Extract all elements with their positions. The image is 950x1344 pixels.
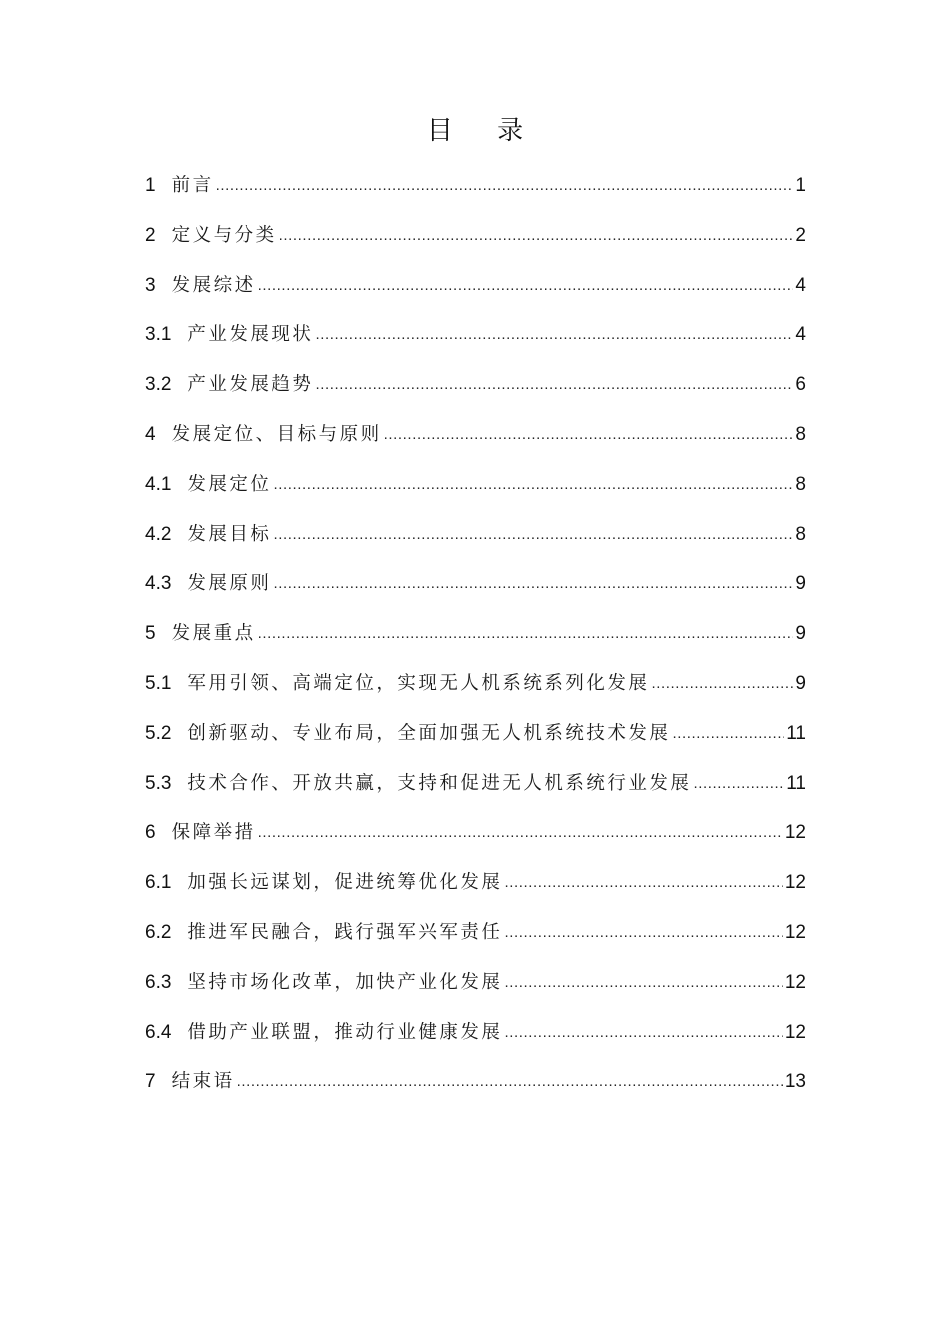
- dot-leader: [258, 807, 783, 859]
- toc-entry-number: 5.1: [145, 672, 172, 694]
- toc-entry-page: 12: [784, 872, 806, 894]
- toc-entry[interactable]: [145, 509, 806, 559]
- toc-entry-page: 8: [795, 423, 806, 445]
- table-of-contents: [145, 160, 806, 1106]
- toc-entry[interactable]: [145, 957, 806, 1007]
- toc-entry-number: 6.4: [145, 1021, 172, 1043]
- toc-entry[interactable]: [145, 857, 806, 907]
- toc-entry-number: 7: [145, 1071, 156, 1093]
- toc-entry[interactable]: [145, 309, 806, 359]
- dot-leader: [273, 459, 793, 511]
- toc-entry-title: 发展目标: [187, 523, 272, 545]
- toc-entry-page: 9: [795, 623, 806, 645]
- toc-entry-number: 4.1: [145, 473, 172, 495]
- dot-leader: [504, 857, 782, 909]
- toc-entry-number: 4.3: [145, 573, 172, 595]
- toc-entry-number: 6.3: [145, 971, 172, 993]
- dot-leader: [315, 359, 793, 411]
- toc-entry-number: 5.3: [145, 772, 172, 794]
- toc-entry-page: 8: [795, 523, 806, 545]
- toc-entry[interactable]: [145, 608, 806, 658]
- toc-entry-page: 12: [784, 971, 806, 993]
- toc-entry-title: 坚持市场化改革，加快产业化发展: [187, 971, 503, 993]
- toc-entry-number: 4: [145, 423, 156, 445]
- toc-entry-title: 创新驱动、专业布局，全面加强无人机系统技术发展: [187, 722, 671, 744]
- toc-entry-page: 9: [795, 573, 806, 595]
- toc-entry-title: 发展综述: [171, 274, 256, 296]
- dot-leader: [237, 1056, 783, 1108]
- toc-entry-page: 6: [795, 374, 806, 396]
- toc-entry-number: 3.1: [145, 324, 172, 346]
- toc-entry-title: 发展定位、目标与原则: [171, 423, 382, 445]
- toc-entry-page: 12: [784, 921, 806, 943]
- toc-entry[interactable]: [145, 260, 806, 310]
- toc-entry-title: 结束语: [171, 1071, 235, 1093]
- toc-entry[interactable]: [145, 907, 806, 957]
- toc-entry-page: 13: [784, 1071, 806, 1093]
- toc-entry-number: 3.2: [145, 374, 172, 396]
- toc-entry-number: 3: [145, 274, 156, 296]
- toc-entry-number: 6.2: [145, 921, 172, 943]
- dot-leader: [693, 758, 784, 810]
- toc-entry-title: 军用引领、高端定位，实现无人机系统系列化发展: [187, 672, 650, 694]
- toc-entry[interactable]: [145, 160, 806, 210]
- toc-entry[interactable]: [145, 210, 806, 260]
- toc-entry-number: 5.2: [145, 722, 172, 744]
- toc-entry[interactable]: [145, 409, 806, 459]
- dot-leader: [315, 309, 793, 361]
- toc-entry[interactable]: [145, 459, 806, 509]
- dot-leader: [504, 957, 782, 1009]
- toc-entry-number: 4.2: [145, 523, 172, 545]
- toc-entry-title: 发展重点: [171, 623, 256, 645]
- toc-entry-page: 11: [786, 722, 806, 744]
- toc-entry[interactable]: [145, 758, 806, 808]
- toc-entry-title: 技术合作、开放共赢，支持和促进无人机系统行业发展: [187, 772, 692, 794]
- dot-leader: [504, 1007, 782, 1059]
- dot-leader: [384, 409, 794, 461]
- toc-entry-number: 6: [145, 822, 156, 844]
- toc-entry[interactable]: [145, 1056, 806, 1106]
- toc-entry-page: 12: [784, 1021, 806, 1043]
- toc-entry-title: 加强长远谋划，促进统筹优化发展: [187, 872, 503, 894]
- toc-entry[interactable]: [145, 558, 806, 608]
- toc-entry-page: 1: [795, 175, 806, 196]
- dot-leader: [258, 260, 794, 312]
- toc-entry-title: 借助产业联盟，推动行业健康发展: [187, 1021, 503, 1043]
- dot-leader: [672, 708, 784, 760]
- toc-entry-number: 6.1: [145, 872, 172, 894]
- toc-entry-page: 2: [795, 224, 806, 246]
- toc-entry-page: 9: [795, 672, 806, 694]
- toc-entry-page: 4: [795, 324, 806, 346]
- toc-entry-page: 11: [786, 772, 806, 794]
- toc-entry-number: 1: [145, 175, 156, 196]
- toc-entry[interactable]: [145, 708, 806, 758]
- toc-entry-title: 推进军民融合，践行强军兴军责任: [187, 921, 503, 943]
- toc-entry[interactable]: [145, 1007, 806, 1057]
- dot-leader: [273, 509, 793, 561]
- dot-leader: [273, 558, 793, 610]
- dot-leader: [651, 658, 793, 710]
- page-title: 目 录: [426, 116, 542, 146]
- toc-entry-number: 2: [145, 224, 156, 246]
- toc-entry-title: 保障举措: [171, 822, 256, 844]
- toc-entry[interactable]: [145, 658, 806, 708]
- toc-entry-page: 8: [795, 473, 806, 495]
- dot-leader: [216, 160, 794, 212]
- dot-leader: [279, 210, 794, 262]
- toc-entry-title: 产业发展现状: [187, 324, 314, 346]
- toc-entry-title: 发展定位: [187, 473, 272, 495]
- toc-entry-title: 定义与分类: [171, 224, 277, 246]
- dot-leader: [504, 907, 782, 959]
- dot-leader: [258, 608, 794, 660]
- toc-entry-page: 12: [784, 822, 806, 844]
- toc-entry[interactable]: [145, 807, 806, 857]
- toc-entry[interactable]: [145, 359, 806, 409]
- toc-entry-number: 5: [145, 623, 156, 645]
- toc-entry-title: 前言: [171, 175, 214, 196]
- toc-entry-title: 发展原则: [187, 573, 272, 595]
- toc-entry-title: 产业发展趋势: [187, 374, 314, 396]
- toc-entry-page: 4: [795, 274, 806, 296]
